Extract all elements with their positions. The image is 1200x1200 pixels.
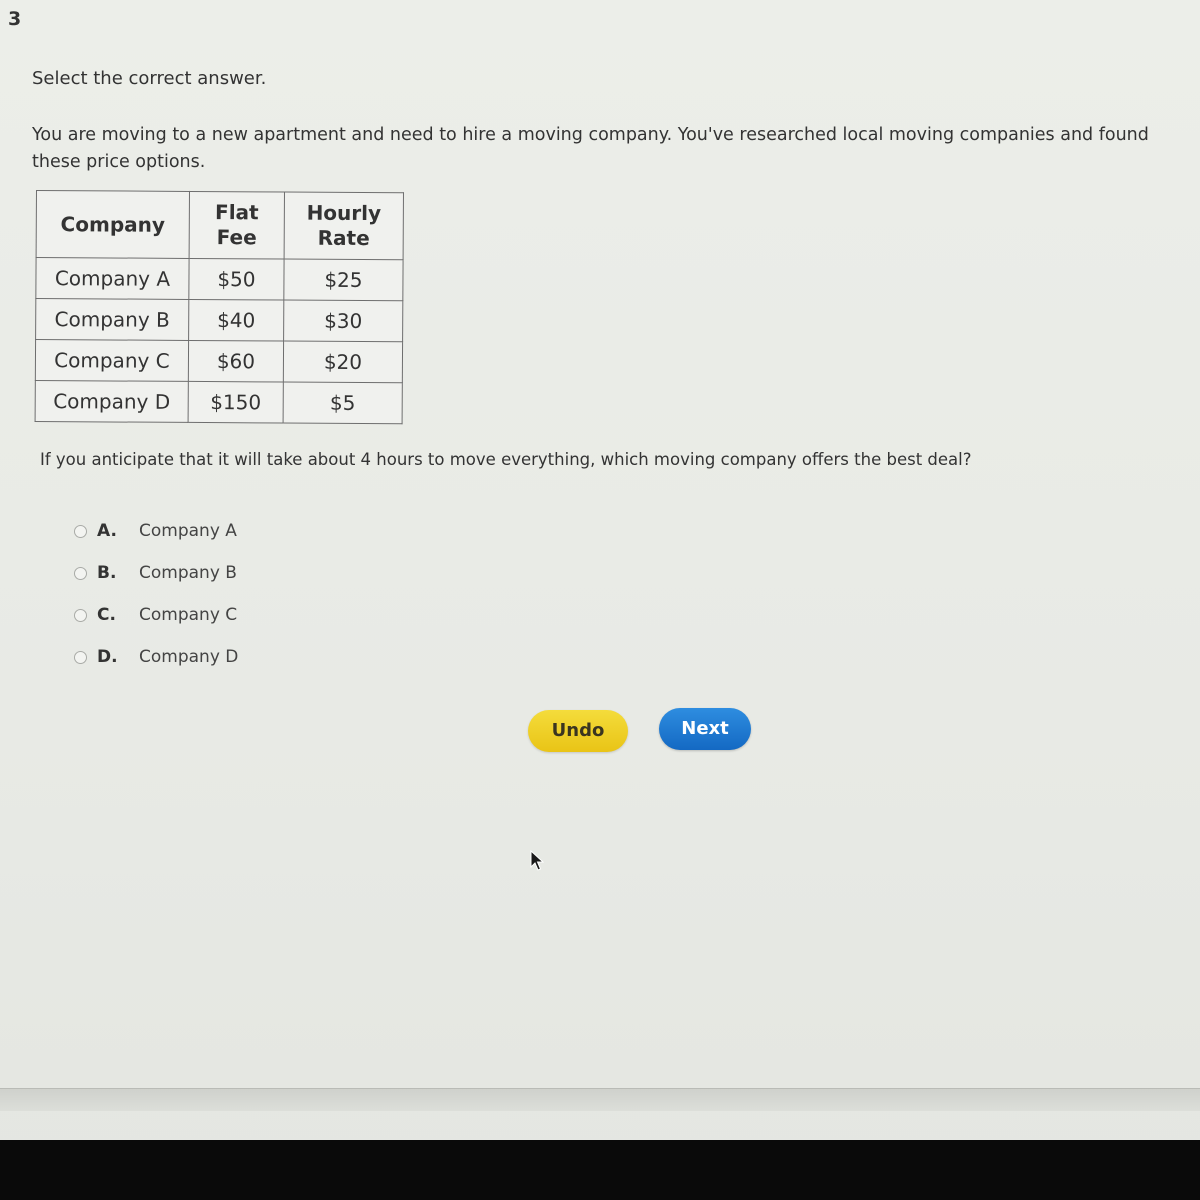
cell-fee: $50 [189,258,284,300]
mouse-cursor-icon [530,850,544,872]
instruction-text: Select the correct answer. [32,68,267,89]
table-row [35,380,402,423]
cell-rate: $25 [284,259,403,301]
header-hourly-rate: Hourly Rate [284,192,403,260]
option-label[interactable]: Company D [139,647,239,667]
radio-button-c[interactable] [74,609,87,622]
question-prompt: You are moving to a new apartment and need to hire a moving company. You've researched local moving companies and found these price options. [32,125,1149,172]
cell-fee: $150 [188,381,283,423]
option-label[interactable]: Company A [139,521,237,541]
footer-bar [0,1088,1200,1111]
option-a[interactable] [74,510,238,552]
option-label[interactable]: Company C [139,605,238,625]
undo-button[interactable]: Undo [528,710,628,752]
cell-rate: $30 [284,300,403,342]
option-c[interactable] [74,594,238,636]
radio-button-a[interactable] [74,525,87,538]
table-row [35,340,402,383]
option-b[interactable] [74,552,238,594]
question-number: 3 [8,8,22,30]
cell-company: Company C [35,340,188,382]
option-d[interactable] [74,636,238,678]
option-letter: D. [97,647,118,667]
cell-company: Company B [36,299,189,341]
option-letter: C. [97,605,116,625]
option-letter: B. [97,563,117,583]
cell-company: Company D [35,380,188,422]
monitor-bezel [0,1140,1200,1200]
cell-company: Company A [36,258,189,300]
price-table [35,190,404,424]
answer-options [74,510,238,678]
option-label[interactable]: Company B [139,563,237,583]
radio-button-b[interactable] [74,567,87,580]
question-text: If you anticipate that it will take about 4 hours to move everything, which moving company offers the best deal? [40,450,972,469]
header-company: Company [36,191,189,259]
next-button[interactable]: Next [659,708,751,750]
cell-rate: $5 [283,382,402,424]
radio-button-d[interactable] [74,651,87,664]
option-letter: A. [97,521,117,541]
table-row [36,299,403,342]
table-header-row [36,191,403,260]
cell-fee: $60 [188,340,283,382]
cell-fee: $40 [189,299,284,341]
header-flat-fee: Flat Fee [189,191,284,259]
table-row [36,258,403,301]
cell-rate: $20 [283,341,402,383]
